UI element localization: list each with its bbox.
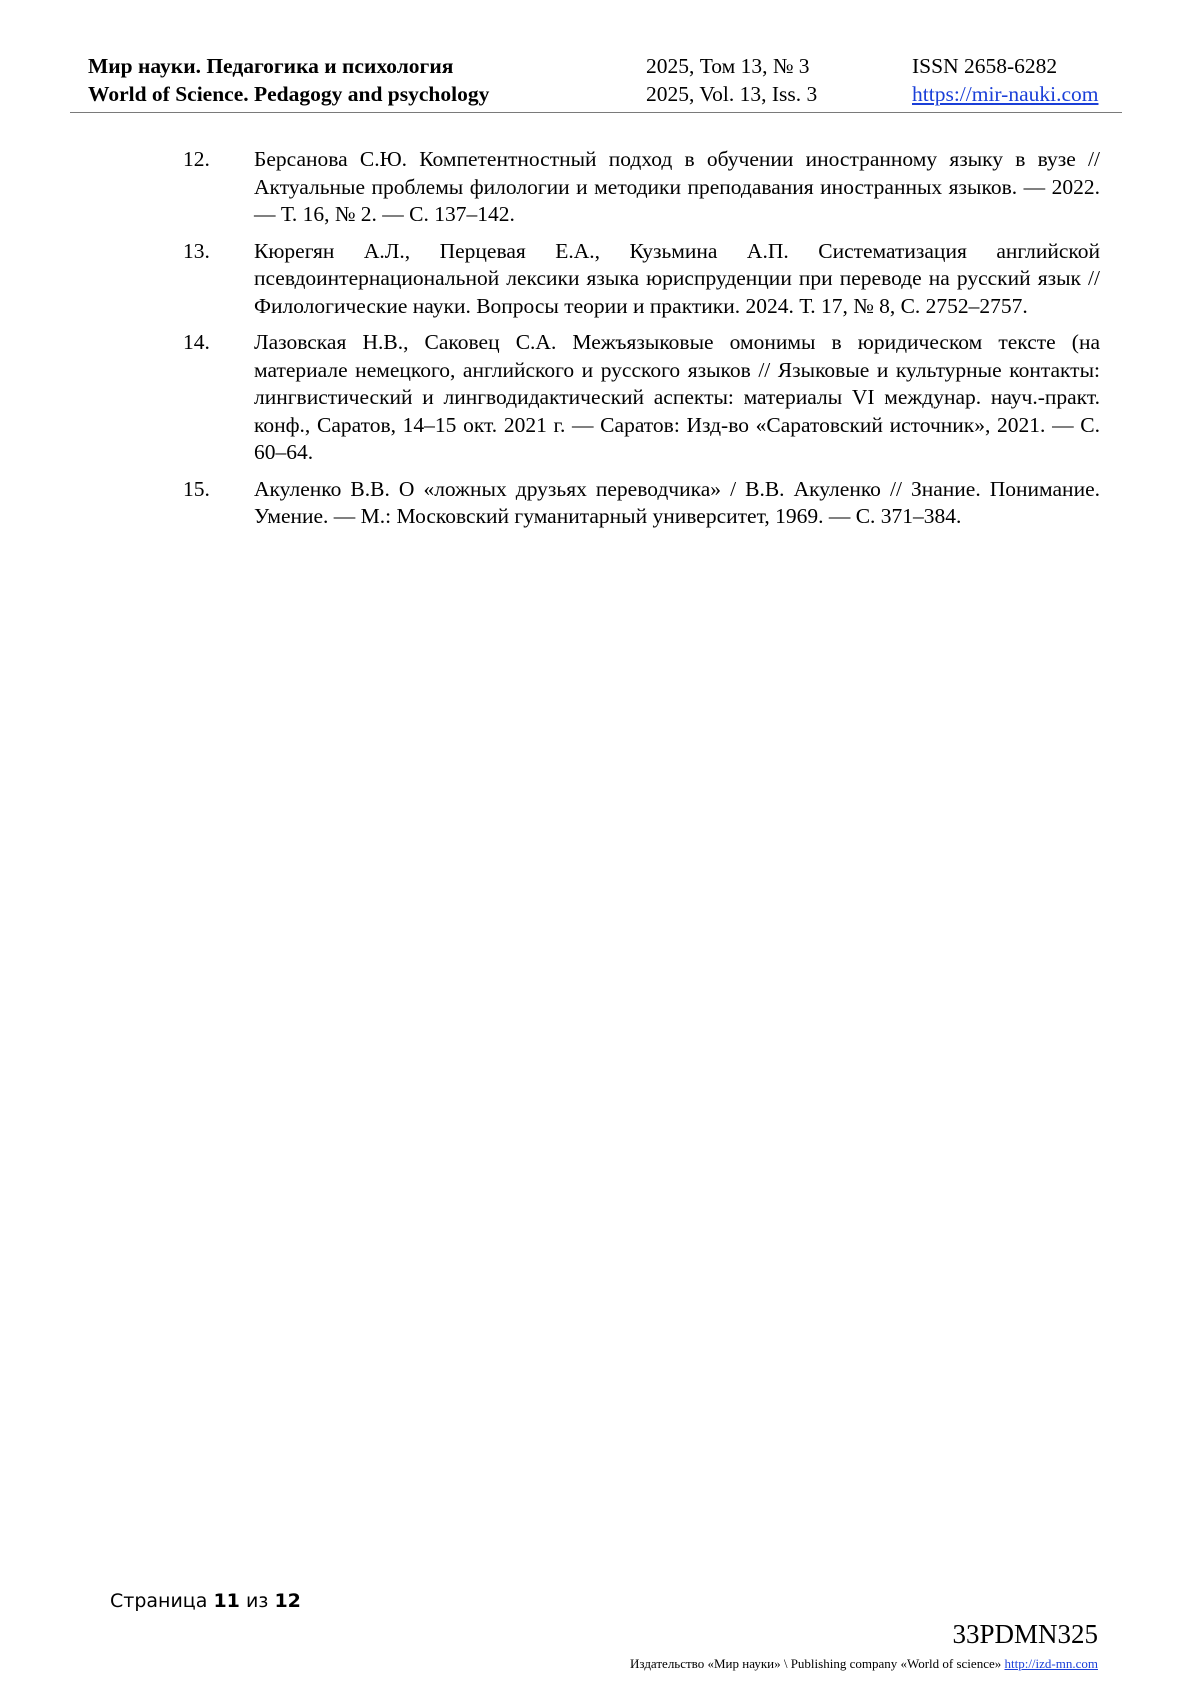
reference-item: [183, 476, 1100, 531]
reference-text: Берсанова С.Ю. Компетентностный подход в обучении иностранному языку в вузе // Актуальные проблемы филологии и методики преподавания иностранных языков. — 2022. — Т. 16, № 2. — С. 137–142.: [254, 147, 1100, 226]
issue-info-block: [646, 52, 817, 108]
reference-number: 13.: [183, 238, 210, 263]
reference-number: 15.: [183, 476, 210, 501]
journal-title-block: [88, 52, 489, 108]
page-counter: [110, 1589, 301, 1613]
reference-text: Кюрегян А.Л., Перцевая Е.А., Кузьмина А.П. Систематизация английской псевдоинтернациональной лексики языка юриспруденции при переводе на русский язык // Филологические науки. Вопросы теории и практики. 2024. Т. 17, № 8, С. 2752–2757.: [254, 238, 1100, 318]
publisher-link[interactable]: http://izd-mn.com: [1004, 1656, 1098, 1671]
page-separator: из: [245, 1590, 269, 1612]
page-total: 12: [274, 1590, 301, 1612]
reference-text: Лазовская Н.В., Саковец С.А. Межъязыковые омонимы в юридическом тексте (на материале немецкого, английского и русского языков // Языковые и культурные контакты: лингвистический и лингводидактический аспекты: материалы VI междунар. науч.-практ. конф., Саратов, 14–15 окт. 2021 г. — Саратов: Изд-во «Саратовский источник», 2021. — С. 60–64.: [254, 330, 1100, 464]
journal-title-en: World of Science. Pedagogy and psychology: [88, 82, 490, 106]
reference-number: 14.: [183, 330, 210, 354]
journal-title-ru: Мир науки. Педагогика и психология: [88, 54, 454, 78]
issue-info-ru: 2025, Том 13, № 3: [646, 54, 810, 78]
publisher-text: Издательство «Мир науки» \ Publishing company «World of science»: [630, 1656, 1002, 1671]
page-header: [70, 52, 1122, 113]
issue-info-en: 2025, Vol. 13, Iss. 3: [646, 82, 818, 106]
issn: ISSN 2658-6282: [912, 54, 1058, 78]
reference-number: 12.: [183, 147, 210, 171]
reference-item: [183, 146, 1100, 229]
reference-item: [183, 238, 1100, 321]
page-label: Страница: [110, 1590, 208, 1612]
reference-text: Акуленко В.В. О «ложных друзьях переводчика» / В.В. Акуленко // Знание. Понимание. Умение. — М.: Московский гуманитарный университет, 1969. — С. 371–384.: [254, 476, 1100, 528]
reference-list: [183, 146, 1100, 540]
article-code: 33PDMN325: [952, 1619, 1098, 1649]
page-current: 11: [213, 1590, 240, 1612]
issn-block: [912, 52, 1098, 108]
reference-item: [183, 329, 1100, 467]
publisher-line: [630, 1656, 1098, 1672]
journal-site-link[interactable]: https://mir-nauki.com: [912, 82, 1099, 106]
